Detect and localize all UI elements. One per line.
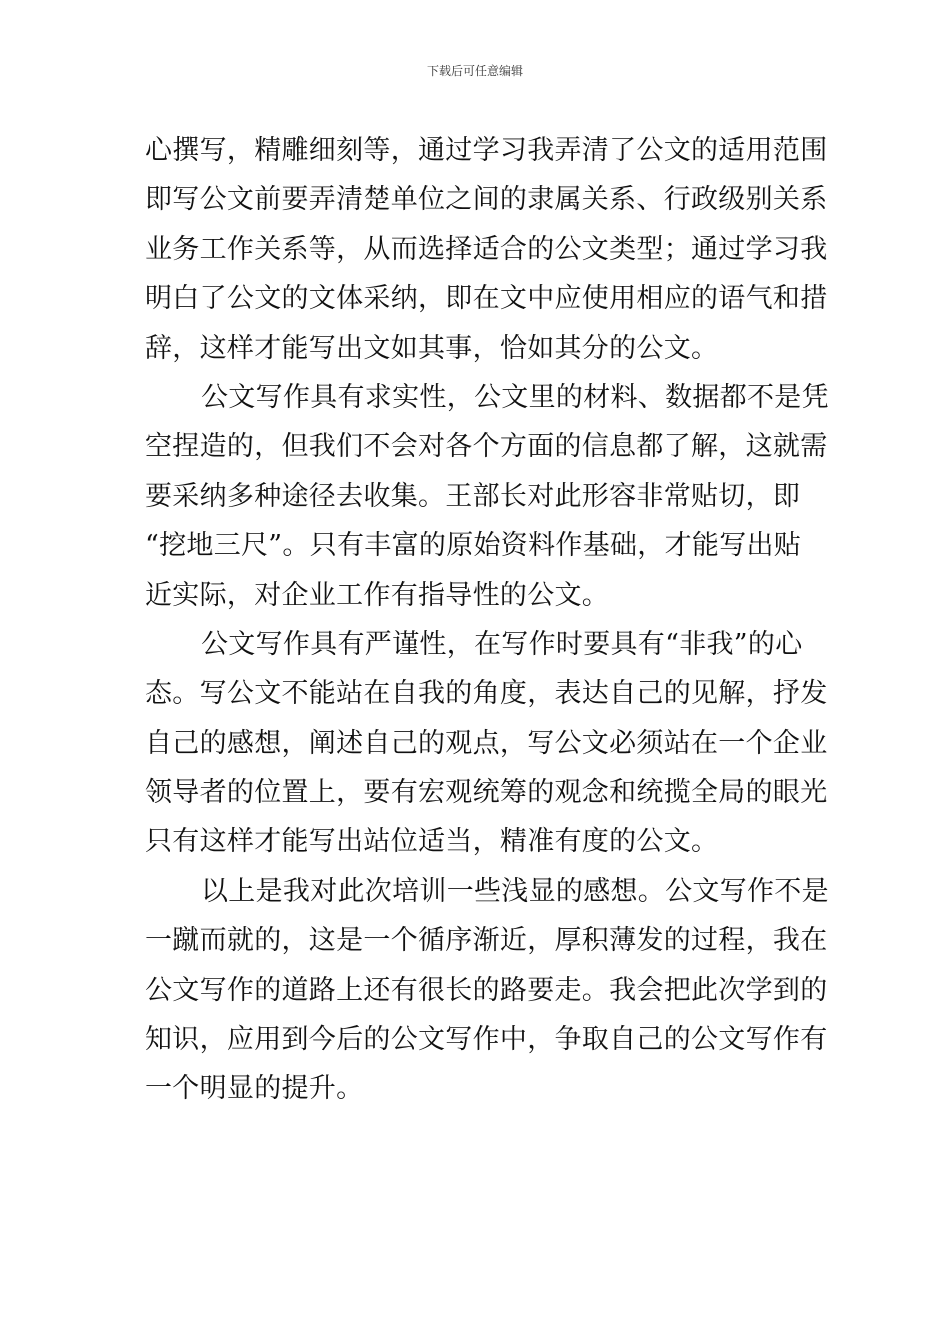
text-line: 只有这样才能写出站位适当，精准有度的公文。 [145, 826, 719, 858]
paragraph-4 [145, 867, 829, 1114]
paragraph-1 [145, 126, 828, 373]
text-line: 业务工作关系等，从而选择适合的公文类型；通过学习我 [145, 233, 828, 265]
text-line: 公文写作具有严谨性，在写作时要具有“非我”的心 [201, 628, 803, 660]
text-line: 一蹴而就的，这是一个循序渐近，厚积薄发的过程，我在 [145, 925, 828, 957]
page-header: 下载后可任意编辑 [426, 64, 523, 78]
paragraph-3 [145, 620, 828, 867]
text-line: “挖地三尺”。只有丰富的原始资料作基础，才能写出贴 [145, 530, 802, 562]
text-line: 知识，应用到今后的公文写作中，争取自己的公文写作有 [145, 1024, 828, 1056]
paragraph-2 [145, 373, 829, 620]
text-line: 要采纳多种途径去收集。王部长对此形容非常贴切，即 [145, 480, 801, 512]
text-line: 公文写作具有求实性，公文里的材料、数据都不是凭 [201, 381, 829, 413]
text-line: 即写公文前要弄清楚单位之间的隶属关系、行政级别关系 [145, 184, 828, 216]
text-line: 公文写作的道路上还有很长的路要走。我会把此次学到的 [145, 974, 828, 1006]
text-line: 空捏造的，但我们不会对各个方面的信息都了解，这就需 [145, 431, 828, 463]
text-line: 以上是我对此次培训一些浅显的感想。公文写作不是 [201, 875, 829, 907]
text-line: 辞，这样才能写出文如其事，恰如其分的公文。 [145, 332, 719, 364]
text-line: 明白了公文的文体采纳，即在文中应使用相应的语气和措 [145, 283, 828, 315]
text-line: 领导者的位置上，要有宏观统筹的观念和统揽全局的眼光 [145, 777, 828, 809]
text-line: 心撰写，精雕细刻等，通过学习我弄清了公文的适用范围 [145, 135, 828, 166]
text-line: 态。写公文不能站在自我的角度，表达自己的见解，抒发 [145, 678, 828, 710]
document-body [145, 126, 829, 1114]
text-line: 近实际，对企业工作有指导性的公文。 [145, 579, 610, 611]
text-line: 一个明显的提升。 [145, 1073, 364, 1105]
text-line: 自己的感想，阐述自己的观点，写公文必须站在一个企业 [145, 727, 828, 759]
